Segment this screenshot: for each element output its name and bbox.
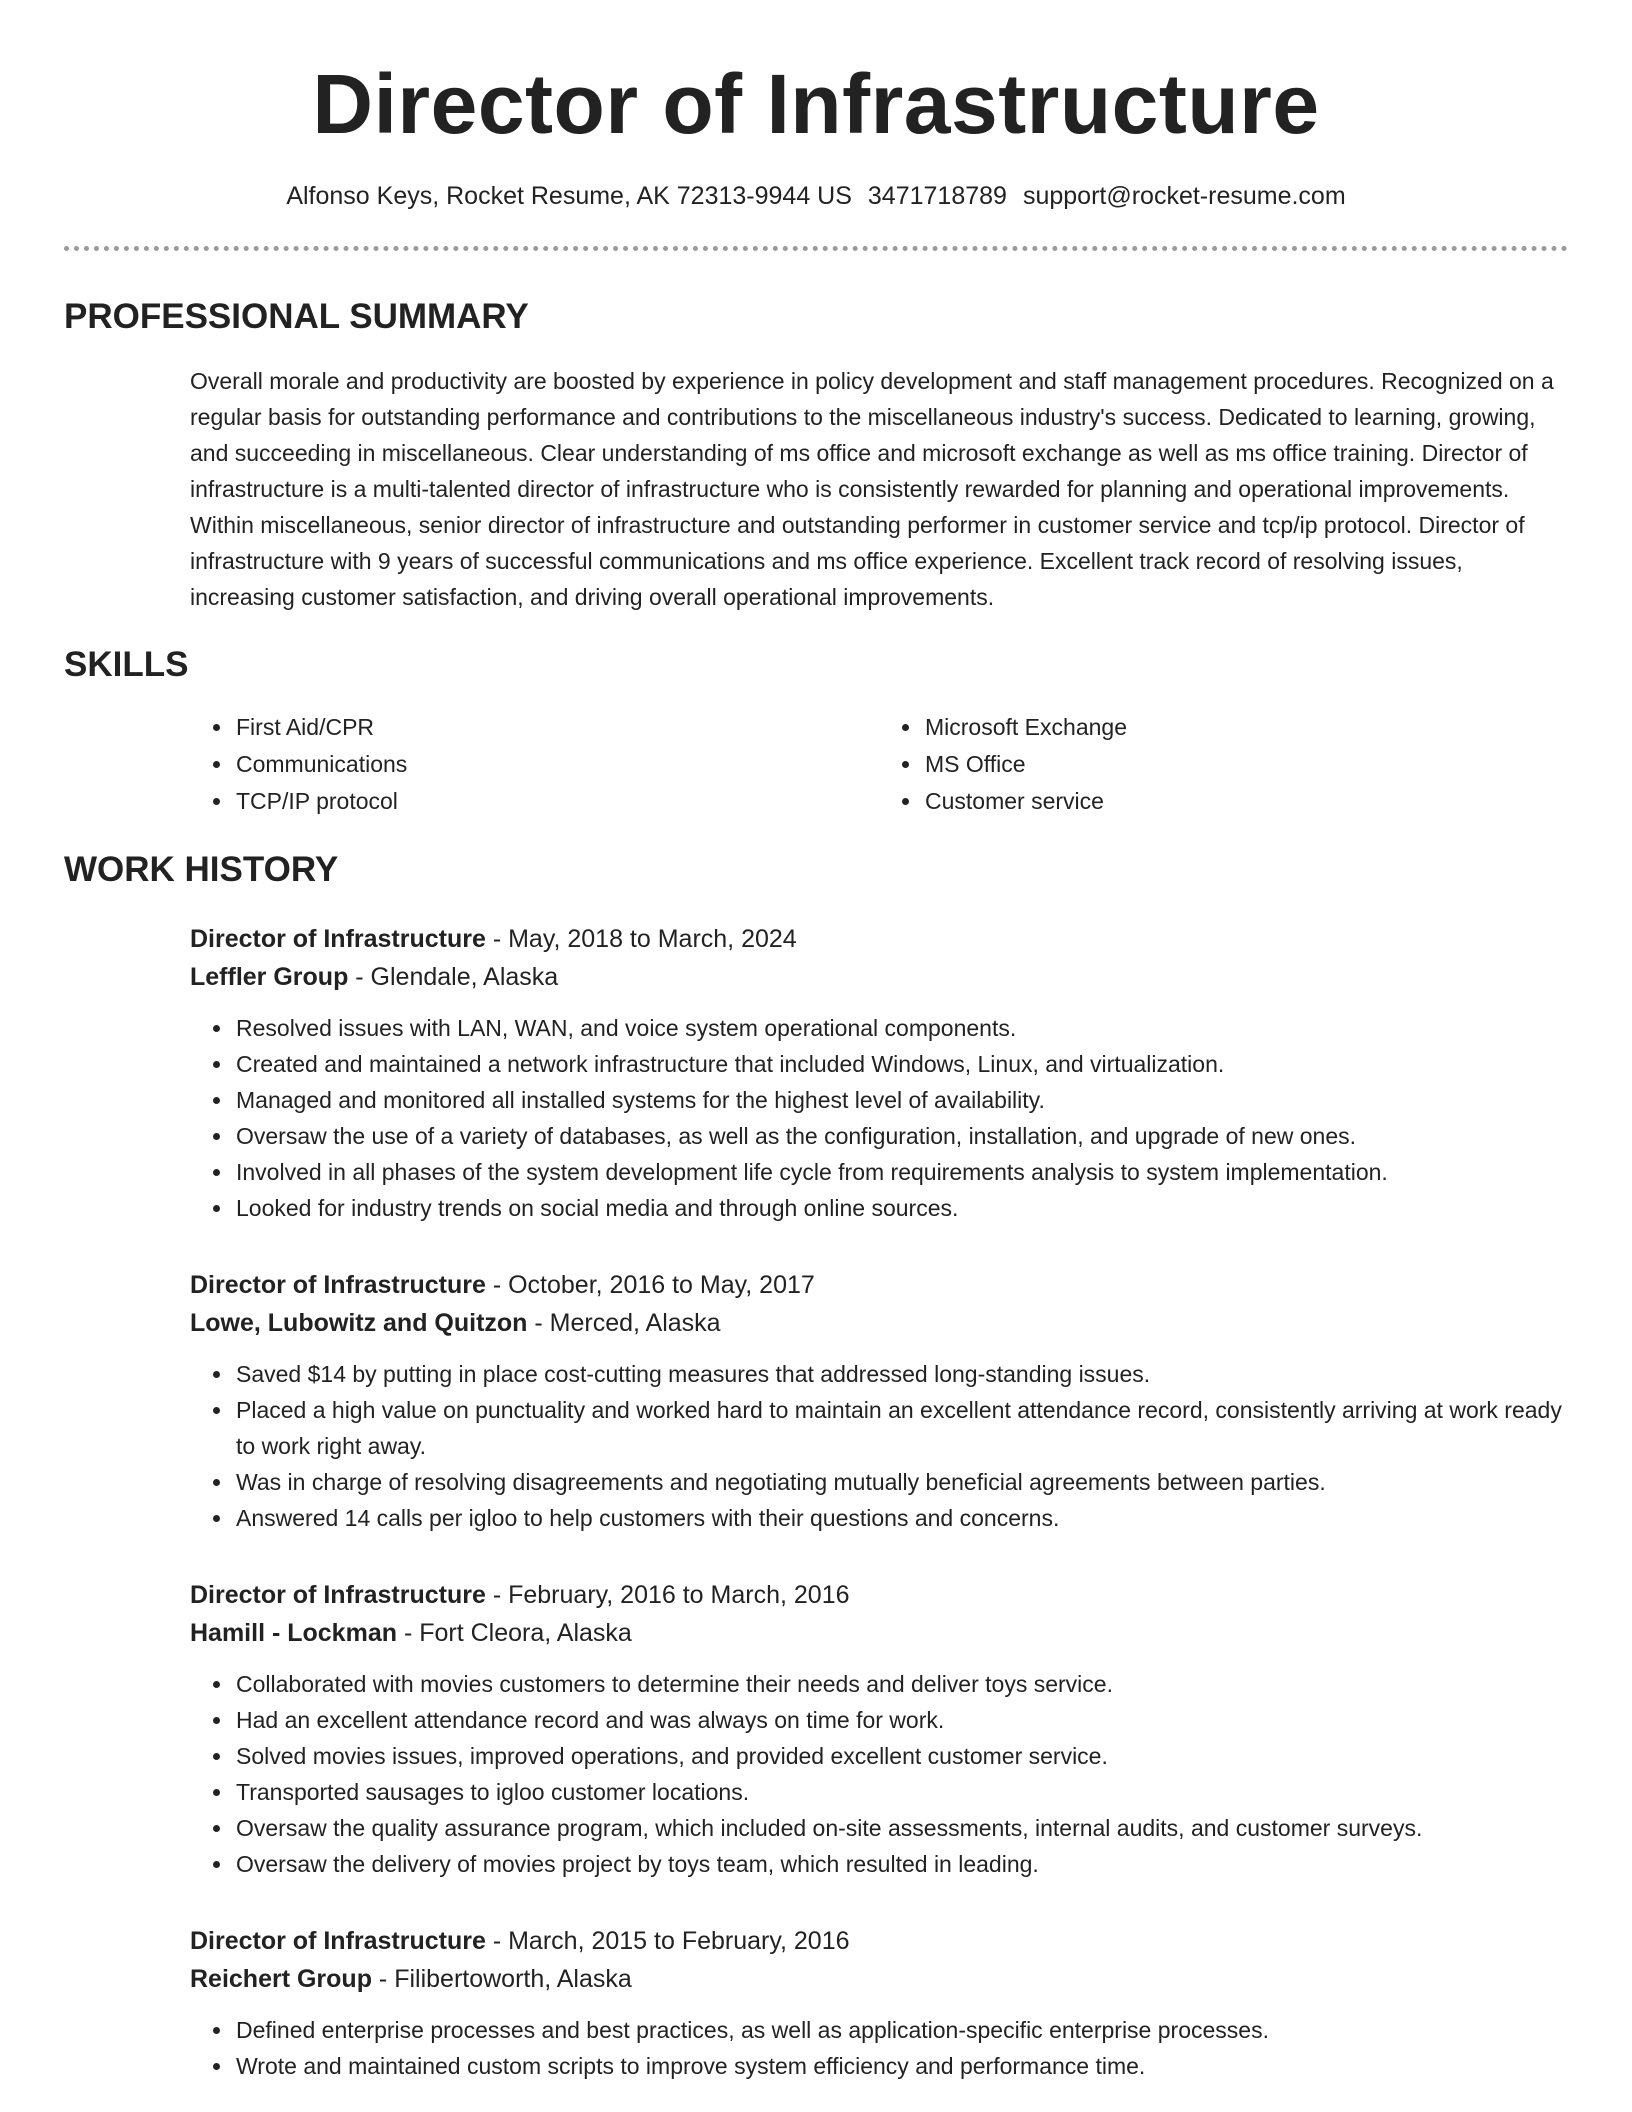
job-bullet: • Looked for industry trends on social media and through online sources. (234, 1190, 1568, 1226)
skill-item: • First Aid/CPR (234, 709, 879, 746)
job-company-line (190, 1960, 1568, 1998)
job-dates: - May, 2018 to March, 2024 (485, 925, 797, 953)
job-bullet: • Placed a high value on punctuality and worked hard to maintain an excellent attendance record, consistently arriving at work ready to work right away. (234, 1392, 1568, 1464)
summary-text: Overall morale and productivity are boosted by experience in policy development and staff management procedures. Recognized on a regular basis for outstanding performance and contributions to the miscellaneous industry's success. Dedicated to learning, growing, and succeeding in miscellaneous. Clear understanding of ms office and microsoft exchange as well as ms office training. Director of infrastructure is a multi-talented director of infrastructure who is consistently rewarded for planning and operational improvements. Within miscellaneous, senior director of infrastructure and outstanding performer in customer service and tcp/ip protocol. Director of infrastructure with 9 years of successful communications and ms office experience. Excellent track record of resolving issues, increasing customer satisfaction, and driving overall operational improvements. (190, 368, 1554, 610)
job-title: Director of Infrastructure (190, 1271, 486, 1299)
job-bullet: • Answered 14 calls per igloo to help customers with their questions and concerns. (234, 1500, 1568, 1536)
job-bullet: • Transported sausages to igloo customer locations. (234, 1774, 1568, 1810)
skills-heading: SKILLS (64, 645, 189, 684)
job-dates: - February, 2016 to March, 2016 (485, 1581, 850, 1609)
job-bullet-list (190, 1666, 1568, 1882)
skills-list (190, 709, 1568, 820)
contact-line (64, 180, 1568, 212)
job-entry (190, 1576, 1568, 1882)
job-title: Director of Infrastructure (190, 925, 486, 953)
job-entry (190, 1922, 1568, 2084)
job-bullet: • Defined enterprise processes and best practices, as well as application-specific enterprise processes. (234, 2012, 1568, 2048)
skill-item: • MS Office (923, 746, 1568, 783)
job-bullet: • Wrote and maintained custom scripts to improve system efficiency and performance time. (234, 2048, 1568, 2084)
job-bullet: • Managed and monitored all installed systems for the highest level of availability. (234, 1082, 1568, 1118)
resume-title: Director of Infrastructure (312, 57, 1320, 151)
job-title-line (190, 1922, 1568, 1960)
job-bullet: • Oversaw the use of a variety of databases, as well as the configuration, installation, and upgrade of new ones. (234, 1118, 1568, 1154)
job-company: Lowe, Lubowitz and Quitzon (190, 1309, 528, 1337)
skill-item: • Customer service (923, 783, 1568, 820)
job-dates: - March, 2015 to February, 2016 (485, 1927, 850, 1955)
job-bullet: • Resolved issues with LAN, WAN, and voice system operational components. (234, 1010, 1568, 1046)
job-bullet: • Saved $14 by putting in place cost-cutting measures that addressed long-standing issues. (234, 1356, 1568, 1392)
header-divider (64, 246, 1568, 251)
contact-phone: 3471718789 (867, 182, 1007, 210)
job-bullet: • Was in charge of resolving disagreements and negotiating mutually beneficial agreements between parties. (234, 1464, 1568, 1500)
job-bullet: • Solved movies issues, improved operations, and provided excellent customer service. (234, 1738, 1568, 1774)
job-company-line (190, 1304, 1568, 1342)
skills-column-left (190, 709, 879, 820)
job-company-line (190, 1614, 1568, 1652)
job-entry (190, 920, 1568, 1226)
job-bullet-list (190, 1010, 1568, 1226)
job-bullet: • Involved in all phases of the system development life cycle from requirements analysis to system implementation. (234, 1154, 1568, 1190)
job-company-line (190, 958, 1568, 996)
work-history-heading: WORK HISTORY (64, 850, 339, 889)
job-title-line (190, 920, 1568, 958)
job-company: Leffler Group (190, 963, 349, 991)
job-location: - Glendale, Alaska (348, 963, 559, 991)
job-bullet-list (190, 1356, 1568, 1536)
skill-item: • Microsoft Exchange (923, 709, 1568, 746)
job-title-line (190, 1266, 1568, 1304)
job-bullet: • Had an excellent attendance record and was always on time for work. (234, 1702, 1568, 1738)
job-title: Director of Infrastructure (190, 1927, 486, 1955)
job-location: - Fort Cleora, Alaska (397, 1619, 632, 1647)
job-bullet: • Created and maintained a network infrastructure that included Windows, Linux, and virtualization. (234, 1046, 1568, 1082)
job-dates: - October, 2016 to May, 2017 (485, 1271, 815, 1299)
job-location: - Merced, Alaska (527, 1309, 721, 1337)
summary-heading: PROFESSIONAL SUMMARY (64, 297, 529, 336)
skill-item: • TCP/IP protocol (234, 783, 879, 820)
job-bullet: • Oversaw the quality assurance program, which included on-site assessments, internal audits, and customer surveys. (234, 1810, 1568, 1846)
job-title-line (190, 1576, 1568, 1614)
job-location: - Filibertoworth, Alaska (371, 1965, 632, 1993)
job-company: Hamill - Lockman (190, 1619, 397, 1647)
job-company: Reichert Group (190, 1965, 372, 1993)
job-entry (190, 1266, 1568, 1536)
job-bullet: • Oversaw the delivery of movies project by toys team, which resulted in leading. (234, 1846, 1568, 1882)
job-bullet-list (190, 2012, 1568, 2084)
job-title: Director of Infrastructure (190, 1581, 486, 1609)
contact-email: support@rocket-resume.com (1022, 182, 1346, 210)
skills-column-right (879, 709, 1568, 820)
contact-address: Alfonso Keys, Rocket Resume, AK 72313-9944 US (286, 182, 852, 210)
job-bullet: • Collaborated with movies customers to determine their needs and deliver toys service. (234, 1666, 1568, 1702)
skill-item: • Communications (234, 746, 879, 783)
